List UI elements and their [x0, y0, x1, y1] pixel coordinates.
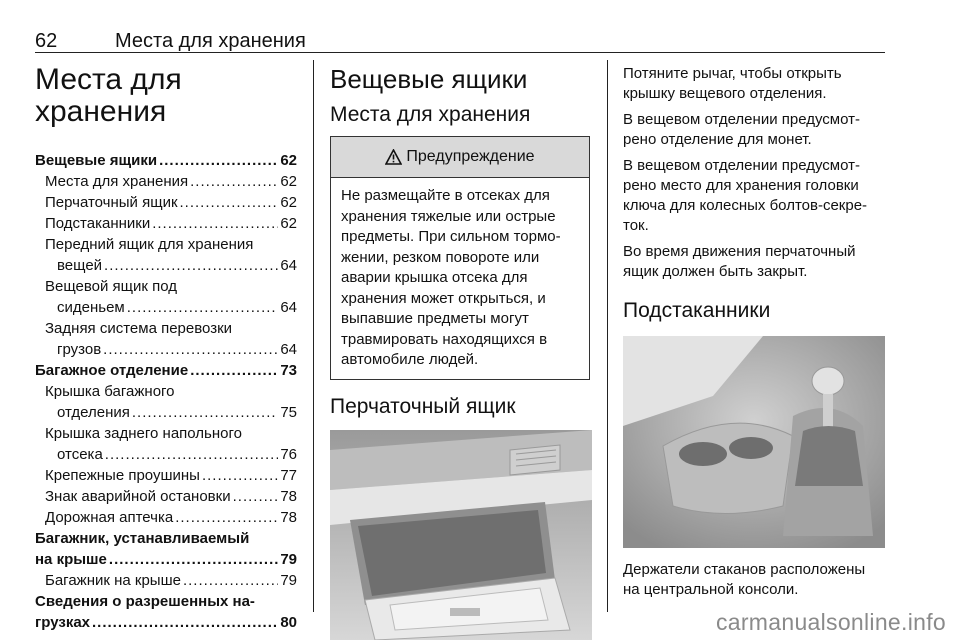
column-divider — [313, 60, 314, 612]
toc-entry-text: Багажное отделение — [35, 362, 189, 379]
toc-page-number: 76 — [280, 446, 297, 463]
toc-entry-text: Вещевой ящик под — [45, 278, 178, 295]
toc-page-number: 78 — [280, 509, 297, 526]
toc-entry-text: Перчаточный ящик — [45, 194, 178, 211]
chapter-title: Места для хранения — [35, 63, 182, 128]
toc-entry-text: на крыше — [35, 551, 107, 568]
warning-title: Предупреждение — [406, 148, 535, 165]
toc-page-number: 62 — [280, 152, 297, 169]
toc-entry-text: грузов — [57, 341, 102, 358]
toc-entry-text: Вещевые ящики — [35, 152, 158, 169]
toc-page-number: 64 — [280, 299, 297, 316]
toc-entry-text: Крышка багажного — [45, 383, 175, 400]
cupholder-heading: Подстаканники — [623, 299, 771, 322]
toc-page-number: 75 — [280, 404, 297, 421]
toc-leader-dots — [105, 444, 279, 465]
toc-leader-dots — [109, 549, 278, 570]
toc-entry — [35, 465, 297, 486]
paragraph-closed: Во время движения перчаточный ящик должен быть закрыт. — [623, 243, 856, 280]
warning-triangle-icon — [385, 149, 402, 165]
toc-entry — [35, 150, 297, 171]
toc-entry — [35, 339, 297, 360]
toc-entry — [35, 192, 297, 213]
toc-page-number: 79 — [280, 551, 297, 568]
toc-entry-text: Крепежные проушины — [45, 467, 200, 484]
toc-leader-dots — [180, 192, 279, 213]
warning-box — [330, 136, 590, 380]
toc-page-number: 78 — [280, 488, 297, 505]
warning-text: Не размещайте в отсеках для хранения тяжелые или острые предметы. При сильном тормо- жении, резком повороте или аварии крышка отсека для хранения может открыться, и выпавшие предметы могут травмировать находящихся в автомобиле людей. — [341, 187, 561, 368]
toc-page-number: 77 — [280, 467, 297, 484]
toc-leader-dots — [175, 507, 278, 528]
toc-entry-text: сиденьем — [57, 299, 125, 316]
toc-entry — [35, 318, 297, 339]
toc-entry — [35, 444, 297, 465]
toc-entry — [35, 360, 297, 381]
toc-column — [35, 64, 297, 633]
toc-entry-text: Передний ящик для хранения — [45, 236, 254, 253]
toc-entry-text: Крышка заднего напольного — [45, 425, 242, 442]
toc-entry-text: Дорожная аптечка — [45, 509, 174, 526]
toc-entry — [35, 528, 297, 549]
paragraph-coins: В вещевом отделении предусмот- рено отделение для монет. — [623, 111, 860, 148]
column-divider — [607, 60, 608, 612]
toc-entry-text: Подстаканники — [45, 215, 151, 232]
watermark: carmanualsonline.info — [715, 609, 946, 635]
page-header — [35, 24, 885, 53]
toc-entry — [35, 171, 297, 192]
toc-page-number: 64 — [280, 341, 297, 358]
running-title: Места для хранения — [115, 30, 306, 52]
paragraph-wheel-lock: В вещевом отделении предусмот- рено место для хранения головки ключа для колесных болтов-секре- ток. — [623, 157, 868, 234]
toc-page-number: 62 — [280, 215, 297, 232]
toc-entry — [35, 612, 297, 633]
content-column-3 — [623, 64, 885, 606]
toc-page-number: 64 — [280, 257, 297, 274]
paragraph-lever: Потяните рычаг, чтобы открыть крышку вещевого отделения. — [623, 65, 842, 102]
toc-page-number: 80 — [280, 614, 297, 631]
toc-leader-dots — [190, 360, 278, 381]
toc-entry — [35, 423, 297, 444]
toc-entry — [35, 213, 297, 234]
toc-entry — [35, 381, 297, 402]
glovebox-heading: Перчаточный ящик — [330, 394, 516, 418]
toc-leader-dots — [190, 171, 278, 192]
toc-entry — [35, 486, 297, 507]
toc-entry-text: отсека — [57, 446, 103, 463]
toc-entry-text: Места для хранения — [45, 173, 189, 190]
toc-entry-text: грузках — [35, 614, 91, 631]
toc-entry — [35, 549, 297, 570]
toc-leader-dots — [132, 402, 278, 423]
toc-page-number: 79 — [280, 572, 297, 589]
toc-page-number: 73 — [280, 362, 297, 379]
toc-entry — [35, 297, 297, 318]
toc-leader-dots — [103, 339, 278, 360]
toc-entry — [35, 591, 297, 612]
toc-leader-dots — [159, 150, 278, 171]
toc-leader-dots — [202, 465, 278, 486]
toc-leader-dots — [127, 297, 279, 318]
toc-entry — [35, 234, 297, 255]
warning-header — [331, 137, 589, 178]
toc-entry — [35, 255, 297, 276]
toc-entry-text: Задняя система перевозки — [45, 320, 233, 337]
toc-leader-dots — [233, 486, 279, 507]
cupholder-text: Держатели стаканов расположены на центральной консоли. — [623, 561, 866, 598]
toc-entry — [35, 402, 297, 423]
toc-entry — [35, 507, 297, 528]
toc-leader-dots — [92, 612, 278, 633]
toc-entry-text: отделения — [57, 404, 130, 421]
table-of-contents — [35, 150, 297, 633]
toc-leader-dots — [104, 255, 278, 276]
page-number: 62 — [35, 30, 58, 52]
toc-entry-text: вещей — [57, 257, 103, 274]
content-column-2 — [330, 64, 592, 640]
toc-leader-dots — [183, 570, 278, 591]
toc-entry-text: Знак аварийной остановки — [45, 488, 231, 505]
toc-entry-text: Багажник, устанавливаемый — [35, 530, 250, 547]
toc-leader-dots — [152, 213, 278, 234]
toc-entry — [35, 276, 297, 297]
glovebox-illustration — [330, 430, 592, 640]
cupholder-illustration — [623, 336, 885, 548]
toc-entry-text: Багажник на крыше — [45, 572, 181, 589]
subsection-title: Места для хранения — [330, 103, 531, 126]
toc-page-number: 62 — [280, 194, 297, 211]
section-title: Вещевые ящики — [330, 64, 528, 94]
toc-page-number: 62 — [280, 173, 297, 190]
toc-entry — [35, 570, 297, 591]
toc-entry-text: Сведения о разрешенных на- — [35, 593, 255, 610]
